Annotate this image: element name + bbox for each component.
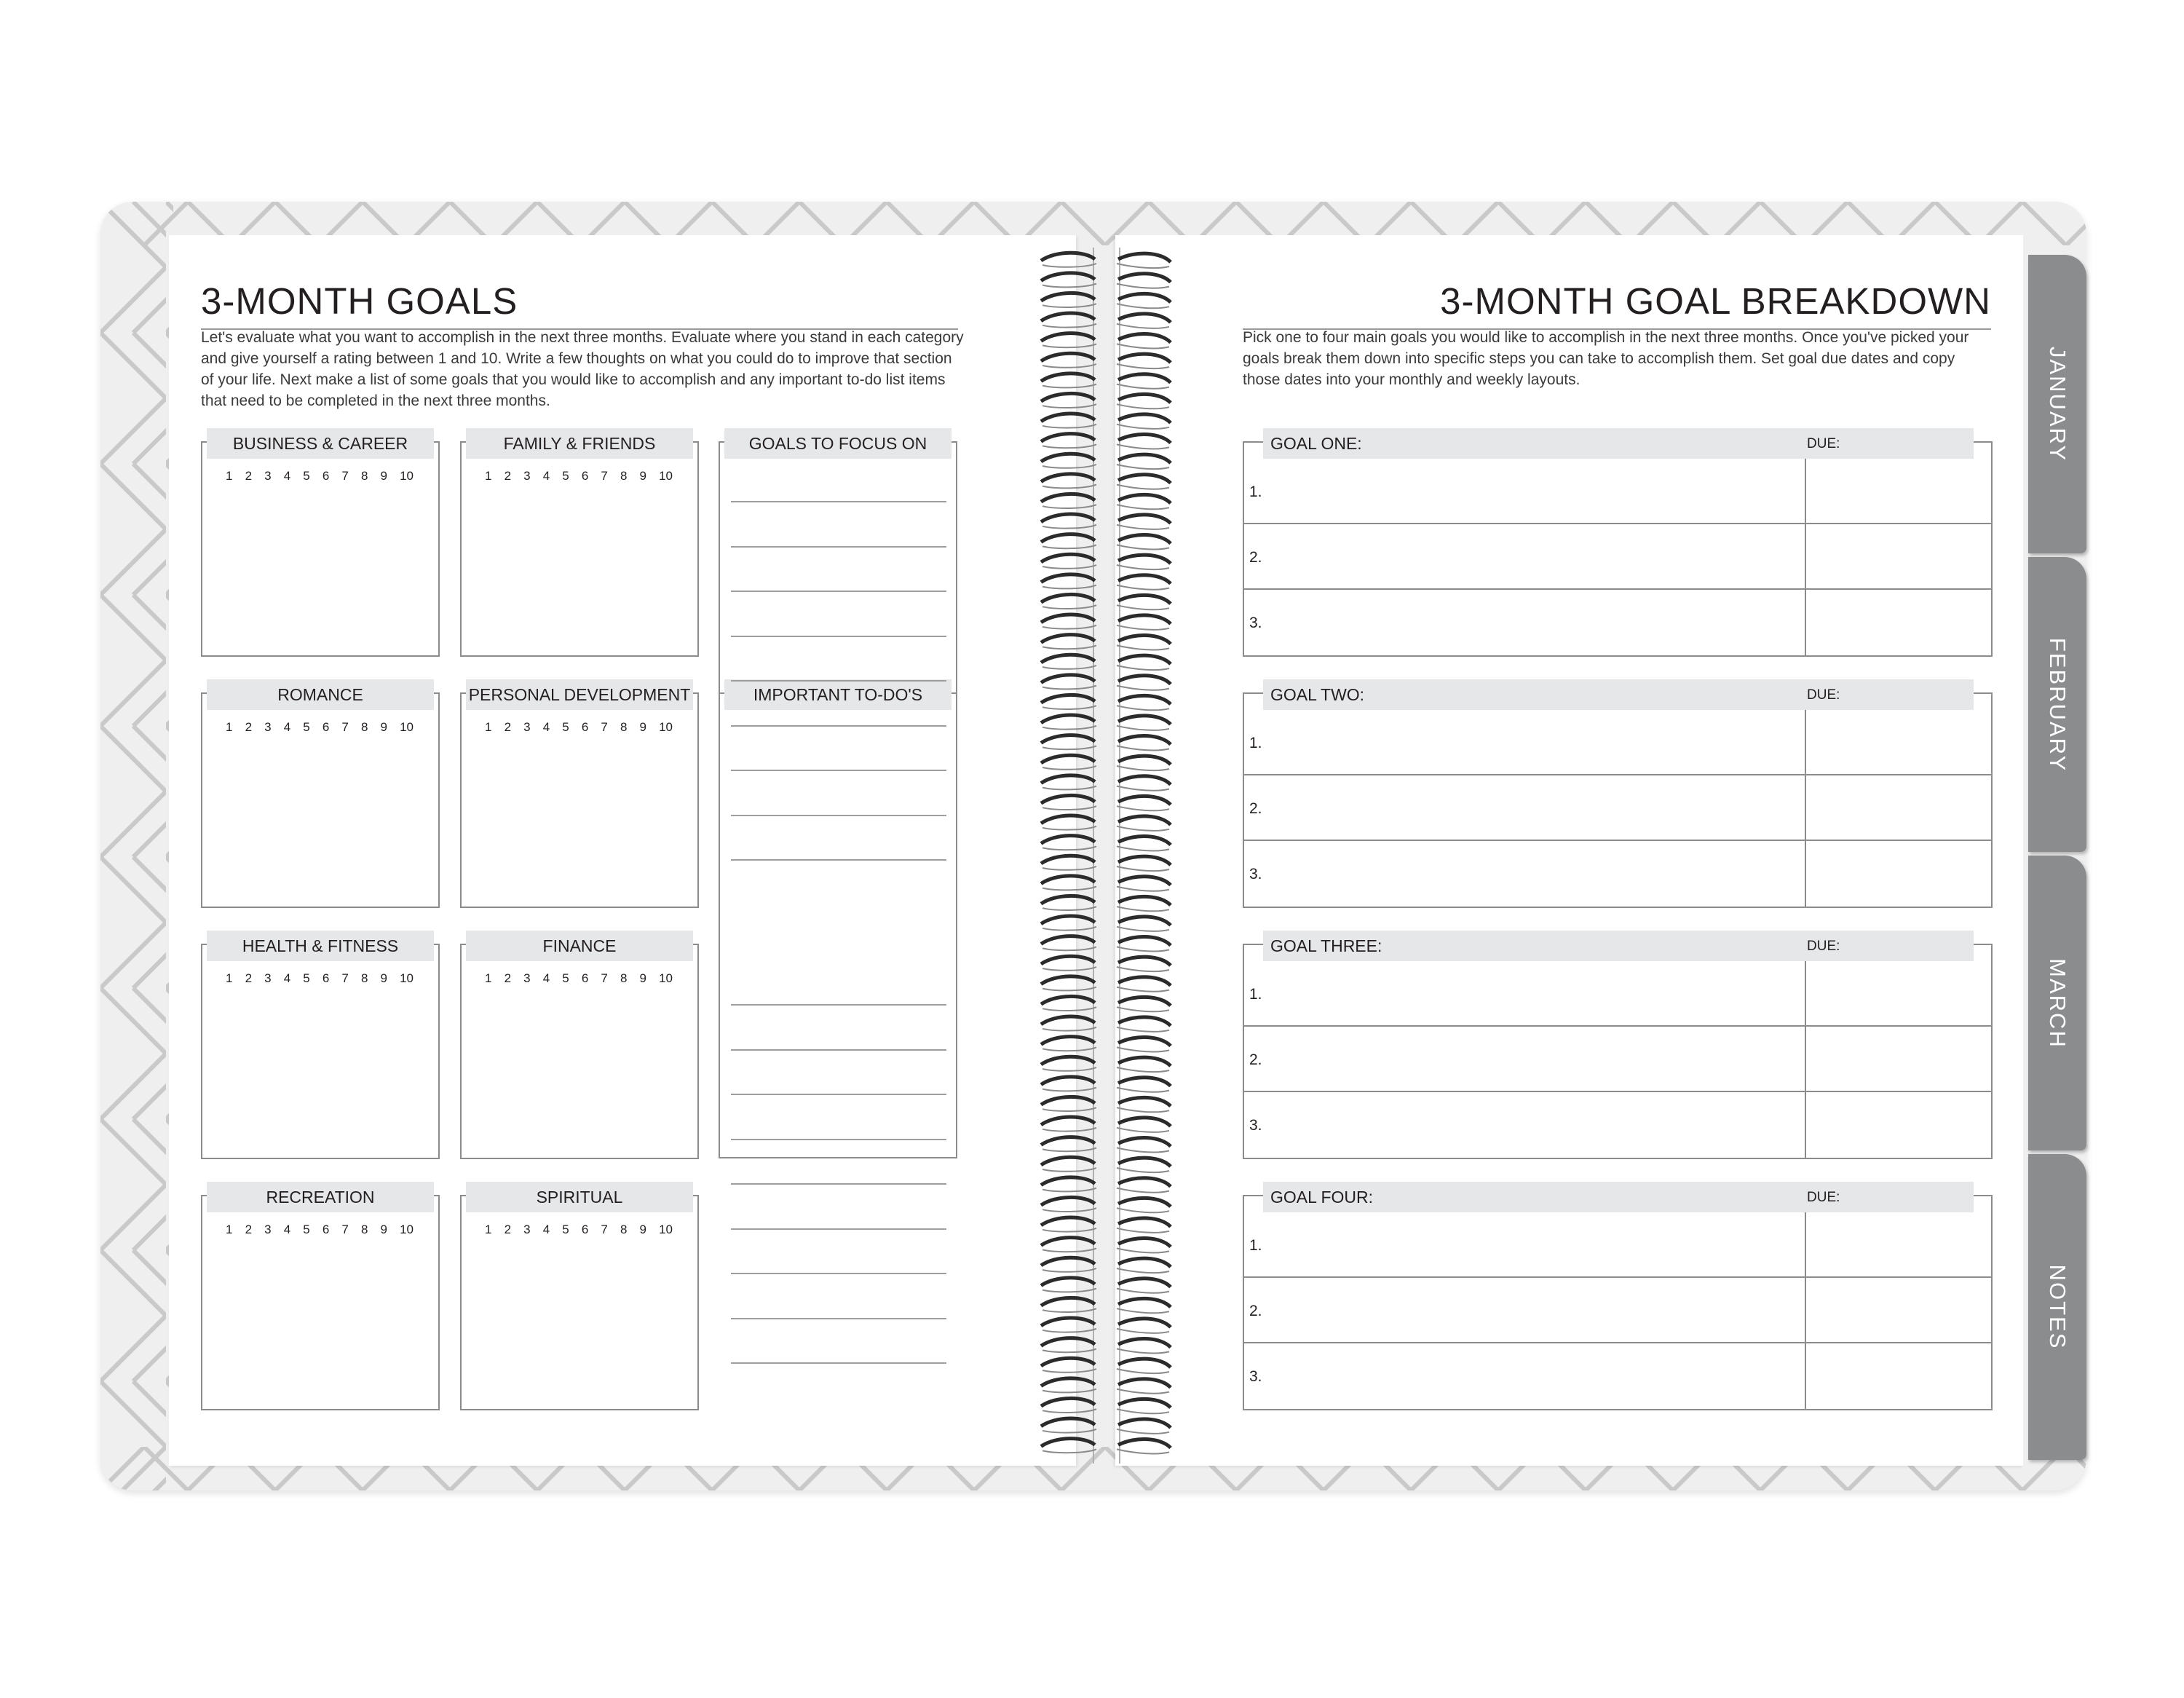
spiral-coil: [1041, 735, 1171, 751]
spiral-coil: [1041, 1378, 1171, 1394]
intro-text: Pick one to four main goals you would like to accomplish in the next three months. Once you've picked your goals break them down into specific steps you can take to accomplish them. Set goal due dates and copy those dates into your monthly and weekly layouts.: [1243, 329, 1969, 388]
step-number: 1.: [1249, 1237, 1262, 1254]
category-label: SPIRITUAL: [466, 1182, 693, 1212]
rating-number[interactable]: 4: [542, 1223, 550, 1236]
rating-number[interactable]: 4: [283, 1223, 291, 1236]
category-label: BUSINESS & CAREER: [207, 428, 434, 459]
writing-line[interactable]: [731, 725, 946, 727]
spiral-coil: [1041, 333, 1171, 349]
rating-scale: [226, 469, 414, 483]
spiral-coil: [1041, 1177, 1171, 1193]
rating-number[interactable]: 8: [620, 971, 628, 985]
spiral-coil: [1041, 1257, 1171, 1273]
spiral-coil: [1041, 1338, 1171, 1354]
writing-line[interactable]: [731, 770, 946, 771]
spiral-coil: [1041, 554, 1171, 569]
spiral-coil: [1041, 1298, 1171, 1313]
goals-to-focus-label: GOALS TO FOCUS ON: [724, 428, 951, 459]
rating-number[interactable]: 1: [485, 1223, 492, 1236]
tab-notes-label: NOTES: [2045, 1264, 2070, 1350]
rating-number[interactable]: 6: [581, 720, 589, 734]
spiral-coil: [1041, 956, 1171, 971]
spiral-coil: [1041, 494, 1171, 509]
step-divider: [1243, 588, 1993, 590]
rating-scale: [485, 720, 673, 735]
spiral-coil: [1041, 1197, 1171, 1212]
rating-number[interactable]: 8: [620, 469, 628, 483]
step-number: 3.: [1249, 1368, 1262, 1385]
spiral-coil: [1041, 836, 1171, 851]
spiral-coil: [1041, 635, 1171, 650]
due-column-divider: [1805, 710, 1806, 907]
spiral-coil: [1041, 594, 1171, 609]
writing-line[interactable]: [731, 546, 946, 548]
rating-scale: [485, 971, 673, 986]
left-page: [169, 235, 1076, 1466]
intro-text: Let's evaluate what you want to accomplish in the next three months. Evaluate where you stand in each category and give yourself a rating between 1 and 10. Write a few thoughts on what you could do to improve that section of your life. Next make a list of some goals that you would like to accomplish and any important to-do list items that need to be completed in the next three months.: [201, 329, 964, 409]
rating-number[interactable]: 2: [245, 1223, 253, 1236]
writing-line[interactable]: [731, 1318, 946, 1319]
spiral-coil: [1041, 675, 1171, 690]
spiral-coil: [1041, 514, 1171, 529]
rating-number[interactable]: 1: [226, 971, 233, 985]
goal-label: GOAL THREE:: [1263, 931, 1974, 961]
rating-number[interactable]: 8: [360, 1223, 368, 1236]
step-number: 3.: [1249, 1117, 1262, 1134]
spiral-coil: [1041, 976, 1171, 992]
goal-label: GOAL ONE:: [1263, 428, 1974, 459]
writing-line[interactable]: [731, 1228, 946, 1230]
writing-line[interactable]: [731, 815, 946, 816]
spiral-coil: [1041, 1439, 1171, 1454]
writing-line[interactable]: [731, 1362, 946, 1364]
rating-number[interactable]: 3: [264, 469, 272, 483]
rating-number[interactable]: 2: [504, 971, 512, 985]
step-divider: [1243, 1342, 1993, 1343]
rating-number[interactable]: 5: [303, 720, 310, 734]
rating-number[interactable]: 5: [562, 720, 569, 734]
rating-number[interactable]: 3: [264, 720, 272, 734]
spiral-coil: [1041, 695, 1171, 710]
step-divider: [1243, 523, 1993, 524]
spiral-coil: [1041, 1418, 1171, 1434]
rating-number[interactable]: 2: [245, 720, 253, 734]
rating-number[interactable]: 1: [226, 1223, 233, 1236]
right-page: [1115, 235, 2023, 1466]
step-number: 1.: [1249, 483, 1262, 500]
rating-number[interactable]: 5: [562, 469, 569, 483]
due-label: DUE:: [1807, 1190, 1840, 1205]
rating-number[interactable]: 3: [264, 1223, 272, 1236]
step-divider: [1243, 1091, 1993, 1092]
step-number: 2.: [1249, 1051, 1262, 1068]
goal-label: GOAL TWO:: [1263, 679, 1974, 710]
spiral-coil: [1041, 1318, 1171, 1333]
rating-number[interactable]: 9: [380, 469, 387, 483]
spiral-coil: [1041, 1238, 1171, 1253]
rating-number[interactable]: 9: [639, 971, 646, 985]
rating-number[interactable]: 9: [380, 720, 387, 734]
spiral-coil: [1041, 856, 1171, 871]
spiral-coil: [1041, 1057, 1171, 1072]
spiral-coil: [1041, 434, 1171, 449]
category-label: ROMANCE: [207, 679, 434, 710]
goal-box[interactable]: [1243, 441, 1993, 657]
rating-number[interactable]: 4: [283, 971, 291, 985]
goal-box[interactable]: [1243, 944, 1993, 1159]
due-column-divider: [1805, 1212, 1806, 1409]
due-label: DUE:: [1807, 687, 1840, 703]
rating-number[interactable]: 3: [523, 469, 531, 483]
rating-number[interactable]: 8: [360, 469, 368, 483]
spiral-coil: [1041, 1097, 1171, 1112]
rating-number[interactable]: 10: [400, 971, 414, 985]
rating-number[interactable]: 8: [360, 720, 368, 734]
rating-scale: [485, 1223, 673, 1237]
goal-label: GOAL FOUR:: [1263, 1182, 1974, 1212]
step-number: 2.: [1249, 1303, 1262, 1319]
rating-number[interactable]: 1: [485, 469, 492, 483]
tab-january[interactable]: [2028, 255, 2086, 553]
spiral-coil: [1041, 474, 1171, 489]
writing-line[interactable]: [731, 1273, 946, 1274]
step-divider: [1243, 840, 1993, 841]
rating-number[interactable]: 6: [322, 469, 330, 483]
spiral-coil: [1041, 454, 1171, 469]
rating-scale: [485, 469, 673, 483]
spiral-coil: [1041, 816, 1171, 831]
rating-scale: [226, 720, 414, 735]
rating-number[interactable]: 6: [581, 1223, 589, 1236]
goal-box[interactable]: [1243, 1195, 1993, 1410]
rating-number[interactable]: 4: [283, 469, 291, 483]
writing-line[interactable]: [731, 1004, 946, 1006]
rating-number[interactable]: 10: [659, 1223, 673, 1236]
rating-number[interactable]: 1: [226, 720, 233, 734]
rating-number[interactable]: 10: [659, 469, 673, 483]
writing-line[interactable]: [731, 1049, 946, 1051]
rating-number[interactable]: 2: [245, 971, 253, 985]
spiral-coil: [1041, 655, 1171, 670]
tab-march-label: MARCH: [2045, 957, 2070, 1049]
category-label: FAMILY & FRIENDS: [466, 428, 693, 459]
rating-number[interactable]: 5: [562, 1223, 569, 1236]
spiral-coil: [1041, 273, 1171, 288]
rating-number[interactable]: 9: [639, 469, 646, 483]
rating-number[interactable]: 7: [601, 720, 608, 734]
spiral-coil: [1041, 293, 1171, 308]
tab-january-label: JANUARY: [2045, 346, 2070, 462]
category-label: PERSONAL DEVELOPMENT: [466, 679, 693, 710]
spiral-coil: [1041, 1137, 1171, 1153]
spiral-coil: [1041, 1157, 1171, 1172]
rating-number[interactable]: 6: [581, 469, 589, 483]
rating-number[interactable]: 6: [581, 971, 589, 985]
rating-number[interactable]: 3: [523, 971, 531, 985]
category-label: HEALTH & FITNESS: [207, 931, 434, 961]
spiral-coil: [1041, 574, 1171, 590]
rating-number[interactable]: 4: [542, 469, 550, 483]
tab-notes[interactable]: [2028, 1154, 2086, 1460]
rating-number[interactable]: 10: [400, 1223, 414, 1236]
rating-number[interactable]: 7: [341, 1223, 349, 1236]
spiral-coil: [1041, 1037, 1171, 1052]
goal-box[interactable]: [1243, 692, 1993, 908]
spiral-coil: [1041, 755, 1171, 770]
rating-number[interactable]: 8: [620, 720, 628, 734]
rating-number[interactable]: 7: [341, 720, 349, 734]
spiral-coil: [1041, 313, 1171, 328]
rating-number[interactable]: 6: [322, 1223, 330, 1236]
spiral-coil: [1041, 414, 1171, 429]
rating-scale: [226, 971, 414, 986]
step-number: 1.: [1249, 735, 1262, 751]
tab-march[interactable]: [2028, 856, 2086, 1150]
writing-line[interactable]: [731, 501, 946, 502]
step-divider: [1243, 1276, 1993, 1278]
rating-number[interactable]: 9: [639, 1223, 646, 1236]
rating-number[interactable]: 2: [504, 720, 512, 734]
spiral-coil: [1041, 876, 1171, 891]
rating-number[interactable]: 1: [485, 971, 492, 985]
page-title: 3-MONTH GOAL BREAKDOWN: [1440, 280, 1991, 322]
spiral-coil: [1041, 374, 1171, 389]
rating-scale: [226, 1223, 414, 1237]
rating-number[interactable]: 5: [303, 971, 310, 985]
due-column-divider: [1805, 961, 1806, 1158]
spiral-coil: [1041, 1016, 1171, 1032]
category-label: FINANCE: [466, 931, 693, 961]
rating-number[interactable]: 6: [322, 971, 330, 985]
step-number: 1.: [1249, 986, 1262, 1003]
spiral-coil: [1041, 916, 1171, 931]
spiral-coil: [1041, 393, 1171, 408]
step-number: 2.: [1249, 800, 1262, 817]
step-number: 2.: [1249, 549, 1262, 566]
rating-number[interactable]: 2: [504, 1223, 512, 1236]
step-number: 3.: [1249, 615, 1262, 631]
spiral-coil: [1041, 795, 1171, 810]
important-todos-label: IMPORTANT TO-DO'S: [724, 679, 951, 710]
spiral-coil: [1041, 1358, 1171, 1373]
rating-number[interactable]: 3: [523, 720, 531, 734]
rating-number[interactable]: 5: [303, 469, 310, 483]
step-number: 3.: [1249, 866, 1262, 882]
rating-number[interactable]: 2: [504, 469, 512, 483]
rating-number[interactable]: 2: [245, 469, 253, 483]
due-column-divider: [1805, 459, 1806, 655]
rating-number[interactable]: 10: [659, 720, 673, 734]
rating-number[interactable]: 10: [659, 971, 673, 985]
spiral-coil: [1041, 1398, 1171, 1413]
writing-line[interactable]: [731, 1094, 946, 1095]
page-title: 3-MONTH GOALS: [201, 280, 518, 322]
rating-number[interactable]: 1: [485, 720, 492, 734]
rating-number[interactable]: 4: [542, 720, 550, 734]
rating-number[interactable]: 5: [303, 1223, 310, 1236]
writing-line[interactable]: [731, 680, 946, 682]
rating-number[interactable]: 9: [639, 720, 646, 734]
rating-number[interactable]: 6: [322, 720, 330, 734]
important-todos-box[interactable]: [719, 692, 957, 1158]
rating-number[interactable]: 9: [380, 1223, 387, 1236]
spiral-coil: [1041, 1217, 1171, 1233]
rating-number[interactable]: 4: [283, 720, 291, 734]
writing-line[interactable]: [731, 1183, 946, 1185]
spiral-coil: [1041, 715, 1171, 730]
spiral-coil: [1041, 1077, 1171, 1092]
spiral-coil: [1041, 534, 1171, 550]
rating-number[interactable]: 3: [523, 1223, 531, 1236]
rating-number[interactable]: 10: [400, 720, 414, 734]
spiral-coil: [1041, 253, 1171, 268]
tab-february-label: FEBRUARY: [2045, 637, 2070, 772]
tab-february[interactable]: [2028, 557, 2086, 852]
writing-line[interactable]: [731, 636, 946, 637]
category-label: RECREATION: [207, 1182, 434, 1212]
rating-number[interactable]: 7: [341, 469, 349, 483]
rating-number[interactable]: 7: [341, 971, 349, 985]
rating-number[interactable]: 4: [542, 971, 550, 985]
spiral-coil: [1041, 1278, 1171, 1293]
rating-number[interactable]: 10: [400, 469, 414, 483]
writing-line[interactable]: [731, 1139, 946, 1140]
spiral-coil: [1041, 1117, 1171, 1132]
spiral-coil: [1041, 615, 1171, 630]
rating-number[interactable]: 9: [380, 971, 387, 985]
spiral-coil: [1041, 896, 1171, 911]
step-divider: [1243, 1025, 1993, 1027]
writing-line[interactable]: [731, 859, 946, 861]
rating-number[interactable]: 8: [360, 971, 368, 985]
spiral-coil: [1041, 996, 1171, 1011]
rating-number[interactable]: 8: [620, 1223, 628, 1236]
rating-number[interactable]: 5: [562, 971, 569, 985]
writing-line[interactable]: [731, 591, 946, 592]
rating-number[interactable]: 7: [601, 1223, 608, 1236]
spiral-binding: [1034, 240, 1179, 1471]
due-label: DUE:: [1807, 939, 1840, 954]
rating-number[interactable]: 7: [601, 971, 608, 985]
spiral-coil: [1041, 936, 1171, 952]
rating-number[interactable]: 1: [226, 469, 233, 483]
rating-number[interactable]: 3: [264, 971, 272, 985]
rating-number[interactable]: 7: [601, 469, 608, 483]
due-label: DUE:: [1807, 436, 1840, 451]
spiral-coil: [1041, 775, 1171, 791]
spiral-coil: [1041, 353, 1171, 368]
step-divider: [1243, 774, 1993, 775]
